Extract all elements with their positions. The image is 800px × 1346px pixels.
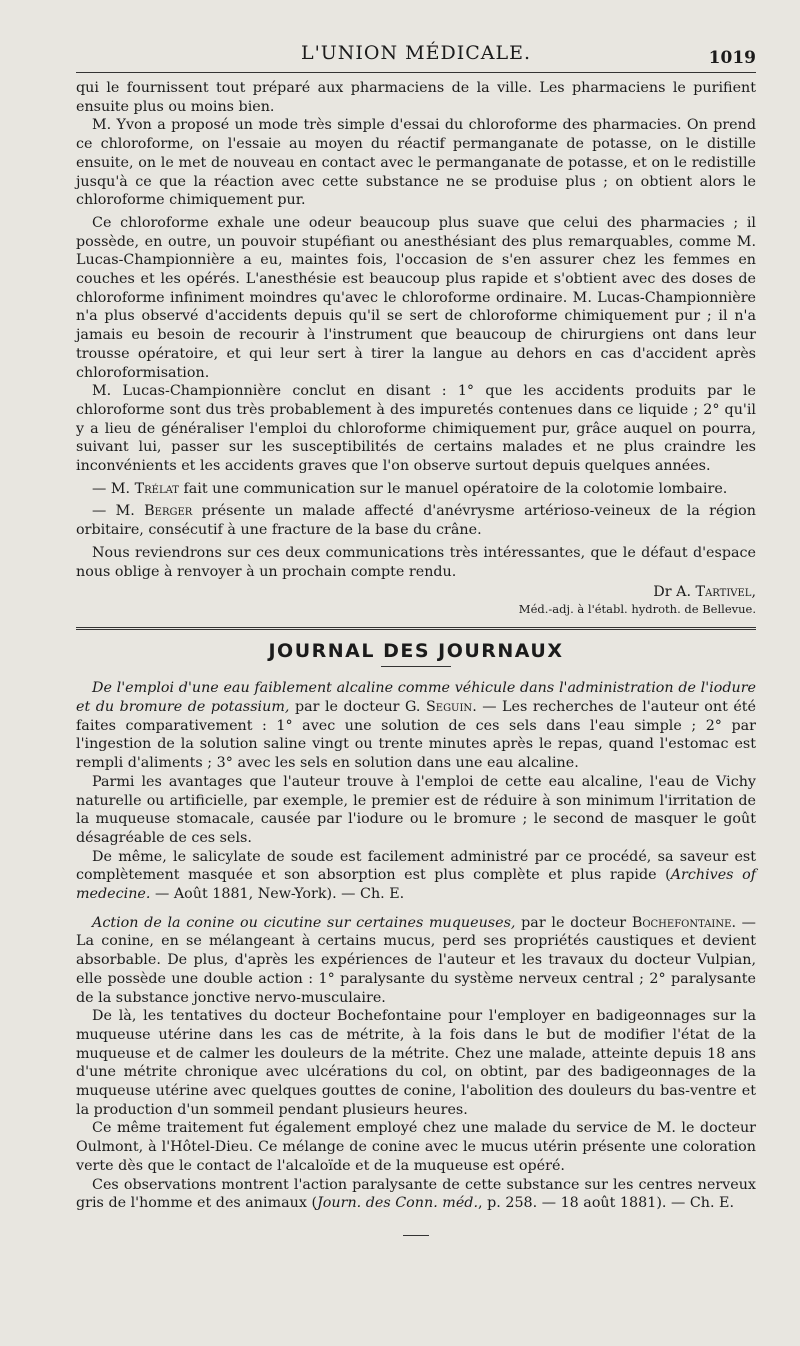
trelat-paragraph: — M. Trélat fait une communication sur le manuel opératoire de la colotomie lombaire. xyxy=(92,480,728,497)
article-title: Action de la conine ou cicutine sur certaines muqueuses, xyxy=(92,914,516,931)
section-divider xyxy=(76,627,756,632)
article1-paragraph-2: Parmi les avantages que l'auteur trouve à l'emploi de cette eau alcaline, l'eau de Vichy naturelle ou artificielle, par exemple, le premier est de réduire à son minimum l'irritation de la muqueuse stomacale, causée par l'iodure ou le bromure ; le second de masquer le goût désagréable de ces sels. xyxy=(76,773,756,846)
paragraph-4: M. Lucas-Championnière conclut en disant : 1° que les accidents produits par le chloroforme sont dus très probablement à des impuretés contenues dans ce liquide ; 2° qu'il y a lieu de généraliser l'emploi du chloroforme chimiquement pur, grâce auquel on pourra, suivant lui, passer sur les susceptibilités de certains malades et ne plus craindre les inconvénients et les accidents graves que l'on observe surtout depuis quelques années. xyxy=(76,383,756,475)
page-number: 1019 xyxy=(708,48,756,68)
article2-paragraph-2: De là, les tentatives du docteur Bochefontaine pour l'employer en badigeonnages sur la muqueuse utérine dans les cas de métrite, à la fois dans le but de modifier l'état de la muqueuse et de calmer les douleurs de la métrite. Chez une malade, atteinte depuis 18 ans d'une métrite chronique avec ulcérations du col, on obtint, par des badigeonnages de la muqueuse utérine avec quelques gouttes de conine, l'abolition des douleurs du bas-ventre et la production d'un sommeil pendant plusieurs heures. xyxy=(76,1008,756,1118)
author-name: Berger xyxy=(144,503,193,520)
article2-paragraph-3: Ce même traitement fut également employé chez une malade du service de M. le docteur Oulmont, à l'Hôtel-Dieu. Ce mélange de conine avec le mucus utérin présente une coloration verte dès que le contact de l'alcaloïde et de la muqueuse est opéré. xyxy=(76,1120,756,1174)
title-rule xyxy=(381,666,451,667)
paragraph-3: Ce chloroforme exhale une odeur beaucoup plus suave que celui des pharmacies ; il possède, en outre, un pouvoir stupéfiant ou anesthésiant des plus remarquables, comme M. Lucas-Championnière a eu, maintes fois, l'occasion de s'en assurer chez les femmes en couches et les opérés. L'anesthésie est beaucoup plus rapide et s'obtient avec des doses de chloroforme infiniment moindres qu'avec le chloroforme ordinaire. M. Lucas-Championnière n'a plus observé d'accidents depuis qu'il se sert de chloroforme chimiquement pur ; il n'a jamais eu besoin de recourir à l'instrument que beaucoup de chirurgiens ont dans leur trousse opératoire, et qui leur sert à tirer la langue au dehors en cas d'accident après chloroformisation. xyxy=(76,214,756,381)
berger-paragraph: — M. Berger présente un malade affecté d'anévrysme artérioso-veineux de la région orbitaire, consécutif à une fracture de la base du crâne. xyxy=(76,503,756,539)
signature: Dr A. Tartivel, xyxy=(653,584,756,601)
article1-paragraph-3: De même, le salicylate de soude est facilement administré par ce procédé, sa saveur est complètement masquée et son absorption est plus complète et plus rapide (Archives of medecine. — Août 1881, New-York). — Ch. E. xyxy=(76,848,756,903)
author-name: Bochefontaine xyxy=(631,914,732,931)
article1-lead: De l'emploi d'une eau faiblement alcaline comme véhicule dans l'administration de l'iodure et du bromure de potassium, par le docteur G. Seguin. — Les recherches de l'auteur ont été faites comparativement : 1° avec une solution de ces sels dans l'eau simple ; 2° par l'ingestion de la solution saline vingt ou trente minutes après le repas, quand l'estomac est rempli d'aliments ; 3° avec les sels en solution dans une eau alcaline. xyxy=(76,680,756,772)
paragraph-1: qui le fournissent tout préparé aux pharmaciens de la ville. Les pharmaciens le purifient ensuite plus ou moins bien. xyxy=(76,80,756,115)
article-title: De l'emploi d'une eau faiblement alcaline comme véhicule dans l'administration de l'iodure et du bromure de potassium, xyxy=(76,680,756,715)
article2-lead: Action de la conine ou cicutine sur certaines muqueuses, par le docteur Bochefontaine. — La conine, en se mélangeant à certains mucus, perd ses propriétés caustiques et devient absorbable. De plus, d'après les expériences de l'auteur et les travaux du docteur Vulpian, elle possède une double action : 1° paralysante du système nerveux central ; 2° paralysante de la substance jonctive nervo-musculaire. xyxy=(76,914,756,1006)
author-name: Trélat xyxy=(134,480,179,497)
author-name: Seguin xyxy=(425,698,473,715)
header-rule xyxy=(76,72,756,73)
paragraph-2: M. Yvon a proposé un mode très simple d'essai du chloroforme des pharmacies. On prend ce chloroforme, on l'essaie au moyen du réactif permanganate de potasse, on le distille ensuite, on le met de nouveau en contact avec le permanganate de potasse, et on le redistille jusqu'à ce que la réaction avec cette substance ne se produise plus ; on obtient alors le chloroforme chimiquement pur. xyxy=(76,117,756,209)
section-title: JOURNAL DES JOURNAUX xyxy=(268,640,564,663)
page-header xyxy=(76,30,756,72)
signature-affiliation: Méd.-adj. à l'établ. hydroth. de Bellevue. xyxy=(518,602,756,617)
running-title: L'UNION MÉDICALE. xyxy=(300,42,532,64)
closing-paragraph: Nous reviendrons sur ces deux communications très intéressantes, que le défaut d'espace nous oblige à renvoyer à un prochain compte rendu. xyxy=(76,544,756,580)
article2-paragraph-4: Ces observations montrent l'action paralysante de cette substance sur les centres nerveux gris de l'homme et des animaux (Journ. des Conn. méd., p. 258. — 18 août 1881). — Ch. E. xyxy=(76,1176,756,1212)
end-rule xyxy=(403,1235,429,1236)
